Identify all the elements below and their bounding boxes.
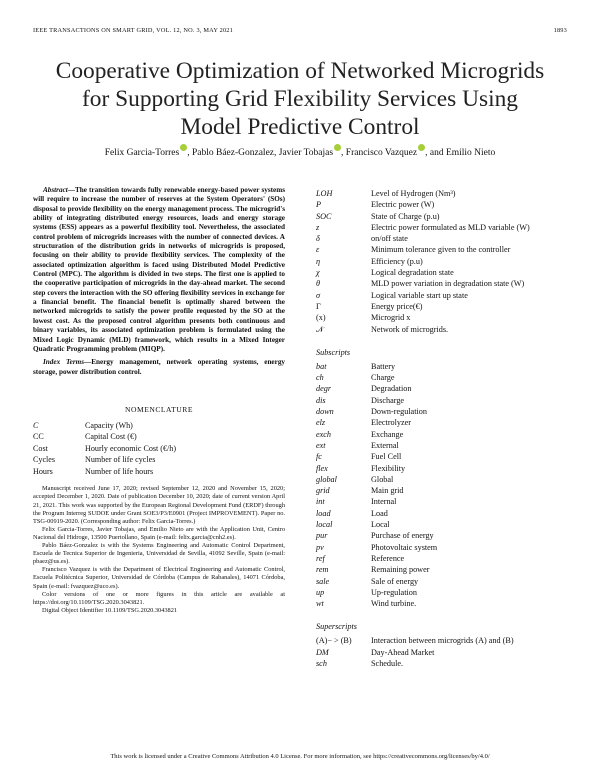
superscripts-list xyxy=(316,635,570,669)
symbol: 𝒩 xyxy=(316,324,324,334)
symbol: σ xyxy=(316,290,321,300)
symbol: up xyxy=(316,587,325,597)
definition: Electrolyzer xyxy=(371,418,412,428)
definition: Exchange xyxy=(371,429,404,439)
symbol: Cost xyxy=(33,443,48,453)
nomenclature-row xyxy=(33,420,285,432)
definition: Photovoltaic system xyxy=(371,542,438,552)
title-line: Cooperative Optimization of Networked Microgrids xyxy=(55,58,545,84)
symbol: LOH xyxy=(316,189,333,198)
superscripts-heading: Superscripts xyxy=(316,622,357,632)
subscript-row xyxy=(316,598,570,609)
nomenclature-heading: NOMENCLATURE xyxy=(124,404,193,414)
symbol: ε xyxy=(316,245,320,255)
definition: Remaining power xyxy=(371,565,430,575)
definition: Main grid xyxy=(371,486,404,496)
symbol: flex xyxy=(316,463,328,473)
symbol-row xyxy=(316,211,570,222)
subscript-row xyxy=(316,519,570,530)
definition: Down-regulation xyxy=(371,407,427,417)
definition: Level of Hydrogen (Nm³) xyxy=(371,189,456,198)
symbol-row xyxy=(316,256,570,267)
author-name[interactable]: , Francisco Vazquez xyxy=(341,148,418,158)
abstract-label: Abstract xyxy=(43,186,68,194)
definition: Minimum tolerance given to the controller xyxy=(371,245,511,255)
definition: Hourly economic Cost (€/h) xyxy=(85,443,177,453)
subscript-row xyxy=(316,372,570,383)
subscript-row xyxy=(316,542,570,553)
symbol: DM xyxy=(316,647,329,657)
symbol-row xyxy=(316,199,570,210)
definition: Charge xyxy=(371,373,395,383)
symbol: θ xyxy=(316,279,321,289)
definition: Logical degradation state xyxy=(371,268,454,278)
symbol: (A)− > (B) xyxy=(316,636,352,646)
footnote-affiliation: Pablo Báez-Gonzalez is with the Systems Engineering and Automatic Control Department, Escuela de Tecnica Superior de Ingenieria, Universidad de Sevilla, 41092 Seville, Spain (e-mail: pbaez@us.es). xyxy=(33,542,285,566)
symbol-row xyxy=(316,301,570,312)
subscript-row xyxy=(316,383,570,394)
superscript-row xyxy=(316,647,570,658)
symbol-row xyxy=(316,267,570,278)
definition: Number of life hours xyxy=(85,466,154,476)
superscript-row xyxy=(316,635,570,646)
symbol: load xyxy=(316,508,331,518)
footnotes xyxy=(33,485,285,615)
definition: External xyxy=(371,440,399,450)
definition: Load xyxy=(371,508,388,518)
symbol: wt xyxy=(316,599,324,609)
symbol-row xyxy=(316,278,570,289)
subscript-row xyxy=(316,564,570,575)
definition: Day-Ahead Market xyxy=(371,647,435,657)
footnote-affiliation: Felix Garcia-Torres, Javier Tobajas, and Emilio Nieto are with the Application Unit, Centro Nacional del Hidroge, 13500 Puertollano, Spain (e-mail: felix.garcia@cnh2.es). xyxy=(33,525,285,541)
definition: Discharge xyxy=(371,395,405,405)
definition: Network of microgrids. xyxy=(371,324,449,334)
definition: Schedule. xyxy=(371,658,404,668)
title-line: Model Predictive Control xyxy=(180,114,420,140)
subscript-row xyxy=(316,553,570,564)
symbol: exch xyxy=(316,429,331,439)
subscript-row xyxy=(316,440,570,451)
footnote-affiliation: Francisco Vazquez is with the Department of Electrical Engineering and Automatic Control, Escuela Politécnica Superior, Universidad de Córdoba (Campus de Rabanales), 14071 Córdoba, Spain (e-mail: fvazquez@uco.es). xyxy=(33,566,285,590)
running-header xyxy=(33,27,567,34)
nomenclature-row xyxy=(33,431,285,443)
subscript-row xyxy=(316,406,570,417)
definition: Fuel Cell xyxy=(371,452,402,462)
symbol-row xyxy=(316,324,570,335)
footnote-doi: Digital Object Identifier 10.1109/TSG.2020.3043821 xyxy=(42,606,178,614)
journal-name: IEEE TRANSACTIONS ON SMART GRID, VOL. 12, NO. 3, MAY 2021 xyxy=(33,27,233,34)
definition: on/off state xyxy=(371,234,408,244)
symbol: sale xyxy=(316,576,330,586)
symbol-row xyxy=(316,312,570,323)
subscripts-heading: Subscripts xyxy=(316,347,351,357)
symbol: sch xyxy=(316,658,327,668)
symbol-row xyxy=(316,222,570,233)
author-name[interactable]: , Pablo Báez-Gonzalez, Javier Tobajas xyxy=(187,148,334,158)
right-column xyxy=(316,188,570,669)
definition: Electric power formulated as MLD variable (W) xyxy=(371,222,530,232)
definition: Sale of energy xyxy=(371,576,419,586)
symbol: Γ xyxy=(316,301,321,311)
definition: Interaction between microgrids (A) and (B) xyxy=(371,636,514,646)
definition: State of Charge (p.u) xyxy=(371,211,440,221)
author-name[interactable]: , and Emilio Nieto xyxy=(425,148,496,158)
symbol-row xyxy=(316,188,570,199)
index-terms-label: Index Terms xyxy=(43,358,85,367)
symbol: local xyxy=(316,520,333,530)
symbol: z xyxy=(316,222,320,232)
orcid-icon[interactable] xyxy=(334,144,341,151)
definition: Efficiency (p.u) xyxy=(371,256,423,266)
symbol: χ xyxy=(316,268,320,278)
definition: Energy price(€) xyxy=(371,301,423,311)
symbol: elz xyxy=(316,418,326,428)
subscript-row xyxy=(316,429,570,440)
symbol: bat xyxy=(316,361,327,371)
subscript-row xyxy=(316,576,570,587)
superscript-row xyxy=(316,658,570,669)
symbol-row xyxy=(316,233,570,244)
definition: Global xyxy=(371,474,394,484)
paper-title xyxy=(30,57,570,141)
symbol: dis xyxy=(316,395,326,405)
definition: Local xyxy=(371,520,390,530)
symbol-row xyxy=(316,290,570,301)
definition: Up-regulation xyxy=(371,587,417,597)
definition: Microgrid x xyxy=(371,313,411,323)
abstract xyxy=(33,186,285,354)
subscript-row xyxy=(316,485,570,496)
symbol-list xyxy=(316,188,570,335)
author-list xyxy=(30,144,570,158)
nomenclature-row xyxy=(33,443,285,455)
title-line: for Supporting Grid Flexibility Services Using xyxy=(82,86,518,112)
definition: Purchase of energy xyxy=(371,531,434,541)
definition: Capital Cost (€) xyxy=(85,432,137,442)
definition: Logical variable start up state xyxy=(371,290,468,300)
symbol: ref xyxy=(316,553,325,563)
definition: Internal xyxy=(371,497,397,507)
nomenclature-row xyxy=(33,466,285,478)
index-terms-text: —Energy management, network operating systems, energy storage, power distribution control. xyxy=(33,358,286,376)
symbol: C xyxy=(33,420,39,430)
symbol: rem xyxy=(316,565,329,575)
nomenclature-row xyxy=(33,454,285,466)
footnote-received: Manuscript received June 17, 2020; revised September 12, 2020 and November 15, 2020; accepted December 1, 2020. Date of publication December 10, 2020; date of current version April 21, 2021. This work was supported by the European Regional Development Fund (ERDF) through the Program Interreg SUDOE under Grant SOE3/P3/E0901 (Project IMPROVEMENT). Paper no. TSG-00919-2020. (Corresponding author: Felix Garcia-Torres.) xyxy=(33,485,285,525)
definition: Reference xyxy=(371,553,405,563)
subscript-row xyxy=(316,463,570,474)
abstract-text: —The transition towards fully renewable energy-based power systems will require to increase the number of reserves at the System Operators' (SOs) disposal to provide flexibility on the energy management process. The microgrid's ability of integrating distributed energy resources, loads and energy storage systems (ESS) appears as a powerful flexibility tool. Nevertheless, the associated control problem of microgrids increases with the number of connected devices. A structuration of the distribution grids in networks of microgrids is proposed, focusing on their ability to provide flexibility services. The complexity of the associated optimization algorithm is faced using Distributed Model Predictive Control (MPC). The algorithm is divided in two steps. The first one is applied to the cooperative participation of microgrids in the day-ahead market. The second step covers the interaction with the SO offering flexibility services in exchange for a financial benefit. The financial benefit is optimally shared between the networked microgrids to satisfy the power profile requested by the SO at the lowest cost. As the proposed control algorithm presents both continuous and binary variables, its associated optimization problem is formulated using the Mixed Logic Dynamic (MLD) framework, which results in a Mixed Integer Quadratic Programming problem (MIQP). xyxy=(33,186,285,353)
symbol: grid xyxy=(316,486,330,496)
definition: MLD power variation in degradation state (W) xyxy=(371,279,525,289)
page-number: 1893 xyxy=(553,27,567,34)
symbol: degr xyxy=(316,384,332,394)
symbol: ext xyxy=(316,440,326,450)
nomenclature-table xyxy=(33,420,285,478)
definition: Electric power (W) xyxy=(371,200,435,210)
symbol: (x) xyxy=(316,313,326,323)
symbol: int xyxy=(316,497,325,507)
symbol: pv xyxy=(316,542,324,552)
subscript-row xyxy=(316,496,570,507)
symbol: δ xyxy=(316,234,320,244)
subscript-row xyxy=(316,451,570,462)
symbol: SOC xyxy=(316,211,332,221)
symbol: ch xyxy=(316,373,324,383)
subscript-row xyxy=(316,587,570,598)
author-name[interactable]: Felix Garcia-Torres xyxy=(104,148,180,158)
symbol-row xyxy=(316,244,570,255)
subscripts-list xyxy=(316,361,570,610)
definition: Flexibility xyxy=(371,463,406,473)
definition: Battery xyxy=(371,361,396,371)
symbol: η xyxy=(316,256,321,266)
subscript-row xyxy=(316,361,570,372)
footnote-color-versions[interactable]: Color versions of one or more figures in this article are available at https://doi.org/10.1109/TSG.2020.3043821. xyxy=(33,590,285,606)
definition: Number of life cycles xyxy=(85,455,156,465)
symbol: pur xyxy=(316,531,328,541)
symbol: P xyxy=(316,200,322,210)
left-column xyxy=(33,186,285,615)
definition: Degradation xyxy=(371,384,412,394)
symbol: global xyxy=(316,474,337,484)
symbol: Hours xyxy=(33,466,53,476)
definition: Wind turbine. xyxy=(371,599,417,609)
subscript-row xyxy=(316,417,570,428)
index-terms xyxy=(33,358,285,377)
subscript-row xyxy=(316,474,570,485)
subscript-row xyxy=(316,530,570,541)
subscript-row xyxy=(316,395,570,406)
symbol: CC xyxy=(33,432,44,442)
license-notice[interactable]: This work is licensed under a Creative Commons Attribution 4.0 License. For more information, see https://creativecommons.org/licenses/by/4.0/ xyxy=(110,753,490,760)
subscript-row xyxy=(316,508,570,519)
definition: Capacity (Wh) xyxy=(85,420,133,430)
symbol: Cycles xyxy=(33,455,56,465)
symbol: down xyxy=(316,407,334,417)
symbol: fc xyxy=(316,452,322,462)
